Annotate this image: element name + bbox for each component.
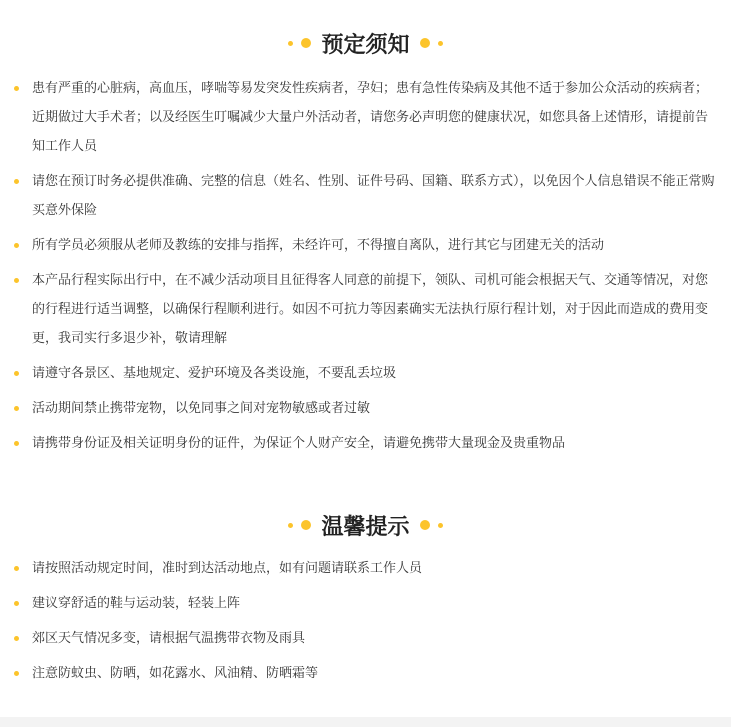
section-title-row <box>0 26 731 60</box>
bullet-icon <box>14 636 19 641</box>
list-item <box>14 74 720 161</box>
bullet-icon <box>14 243 19 248</box>
list-item-text: 建议穿舒适的鞋与运动装，轻装上阵 <box>32 596 241 611</box>
list-item-text: 请携带身份证及相关证明身份的证件，为保证个人财产安全，请避免携带大量现金及贵重物品 <box>32 436 566 451</box>
title-decoration-right <box>420 38 443 48</box>
list-item <box>14 659 720 688</box>
tips-list <box>0 554 720 688</box>
decor-dot-icon <box>438 41 443 46</box>
section-title: 温馨提示 <box>321 514 410 540</box>
section-title-row <box>0 508 731 542</box>
list-item-text: 郊区天气情况多变，请根据气温携带衣物及雨具 <box>32 631 306 646</box>
decor-dot-icon <box>288 41 293 46</box>
footer-bar <box>0 717 731 727</box>
list-item <box>14 231 720 260</box>
decor-dot-icon <box>301 520 311 530</box>
bullet-icon <box>14 278 19 283</box>
title-decoration-right <box>420 520 443 530</box>
section-booking-notice <box>0 26 731 464</box>
list-item <box>14 167 720 225</box>
section-title: 预定须知 <box>321 32 410 58</box>
bullet-icon <box>14 671 19 676</box>
list-item-text: 所有学员必须服从老师及教练的安排与指挥，未经许可，不得擅自离队，进行其它与团建无关的活动 <box>32 238 605 253</box>
bullet-icon <box>14 371 19 376</box>
decor-dot-icon <box>301 38 311 48</box>
bullet-icon <box>14 566 19 571</box>
decor-dot-icon <box>420 520 430 530</box>
list-item <box>14 429 720 458</box>
section-warm-tips <box>0 508 731 694</box>
list-item <box>14 394 720 423</box>
list-item-text: 请按照活动规定时间，准时到达活动地点，如有问题请联系工作人员 <box>32 561 423 576</box>
list-item <box>14 589 720 618</box>
list-item-text: 患有严重的心脏病，高血压，哮喘等易发突发性疾病者，孕妇；患有急性传染病及其他不适于参加公众活动的疾病者；近期做过大手术者；以及经医生叮嘱减少大量户外活动者，请您务必声明您的健康状况，如您具备上述情形，请提前告知工作人员 <box>32 81 709 154</box>
title-decoration-left <box>288 38 311 48</box>
bullet-icon <box>14 179 19 184</box>
list-item-text: 本产品行程实际出行中，在不减少活动项目且征得客人同意的前提下，领队、司机可能会根据天气、交通等情况，对您的行程进行适当调整，以确保行程顺利进行。如因不可抗力等因素确实无法执行原行程计划，对于因此而造成的费用变更，我司实行多退少补，敬请理解 <box>32 273 709 346</box>
decor-dot-icon <box>438 523 443 528</box>
list-item-text: 活动期间禁止携带宠物，以免同事之间对宠物敏感或者过敏 <box>32 401 371 416</box>
list-item-text: 请遵守各景区、基地规定、爱护环境及各类设施，不要乱丢垃圾 <box>32 366 397 381</box>
title-decoration-left <box>288 520 311 530</box>
decor-dot-icon <box>420 38 430 48</box>
list-item <box>14 359 720 388</box>
list-item <box>14 554 720 583</box>
decor-dot-icon <box>288 523 293 528</box>
bullet-icon <box>14 406 19 411</box>
list-item <box>14 624 720 653</box>
list-item <box>14 266 720 353</box>
bullet-icon <box>14 86 19 91</box>
bullet-icon <box>14 601 19 606</box>
list-item-text: 请您在预订时务必提供准确、完整的信息（姓名、性别、证件号码、国籍、联系方式），以免因个人信息错误不能正常购买意外保险 <box>32 174 715 218</box>
list-item-text: 注意防蚊虫、防晒，如花露水、风油精、防晒霜等 <box>32 666 319 681</box>
bullet-icon <box>14 441 19 446</box>
notice-list <box>0 74 720 458</box>
